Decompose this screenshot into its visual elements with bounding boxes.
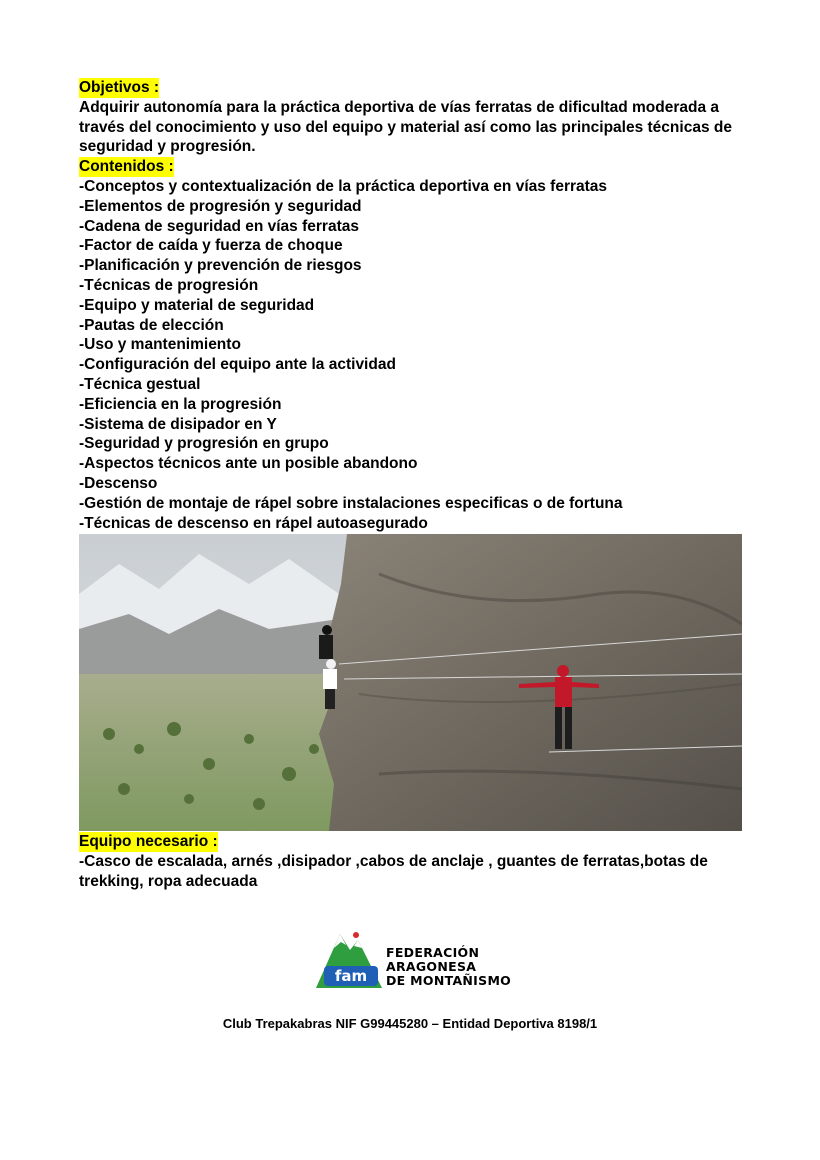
via-ferrata-photo — [79, 534, 742, 831]
logo-line-1: FEDERACIÓN — [386, 945, 480, 960]
logo-line-3: DE MONTAÑISMO — [386, 973, 512, 988]
list-item: -Técnicas de progresión — [79, 276, 259, 294]
list-item: -Equipo y material de seguridad — [79, 296, 315, 314]
objectives-text: Adquirir autonomía para la práctica deportiva de vías ferratas de dificultad moderada a través del conocimiento y uso del equipo y material así como las principales técnicas de seguridad y progresión. — [79, 98, 732, 156]
logo-line-2: ARAGONESA — [386, 959, 477, 974]
contents-heading: Contenidos : — [79, 158, 174, 176]
equipment-text: -Casco de escalada, arnés ,disipador ,cabos de anclaje , guantes de ferratas,botas de trekking, ropa adecuada — [79, 852, 708, 890]
list-item: -Sistema de disipador en Y — [79, 415, 277, 433]
fam-logo — [314, 928, 514, 992]
list-item: -Seguridad y progresión en grupo — [79, 435, 329, 453]
footer-text: Club Trepakabras NIF G99445280 – Entidad Deportiva 8198/1 — [222, 1016, 598, 1031]
list-item: -Uso y mantenimiento — [79, 336, 241, 354]
list-item: -Eficiencia en la progresión — [79, 395, 282, 413]
list-item: -Técnica gestual — [79, 375, 201, 393]
equipment-heading: Equipo necesario : — [79, 833, 218, 850]
list-item: -Gestión de montaje de rápel sobre instalaciones especificas o de fortuna — [79, 494, 623, 512]
objectives-heading: Objetivos : — [79, 79, 160, 96]
list-item: -Factor de caída y fuerza de choque — [79, 237, 343, 255]
logo-text — [386, 946, 511, 988]
list-item: -Pautas de elección — [79, 316, 224, 334]
list-item: -Elementos de progresión y seguridad — [79, 197, 362, 215]
equipment-section — [79, 832, 749, 891]
list-item: -Descenso — [79, 474, 158, 492]
list-item: -Planificación y prevención de riesgos — [79, 257, 362, 275]
contents-list — [79, 177, 749, 533]
logo-acronym: fam — [334, 967, 368, 985]
list-item: -Aspectos técnicos ante un posible abandono — [79, 455, 418, 473]
list-item: -Cadena de seguridad en vías ferratas — [79, 217, 359, 235]
list-item: -Técnicas de descenso en rápel autoasegurado — [79, 514, 428, 532]
objectives-section — [79, 78, 749, 533]
list-item: -Conceptos y contextualización de la práctica deportiva en vías ferratas — [79, 177, 608, 195]
mountain-logo-icon — [314, 928, 386, 992]
list-item: -Configuración del equipo ante la actividad — [79, 356, 396, 374]
